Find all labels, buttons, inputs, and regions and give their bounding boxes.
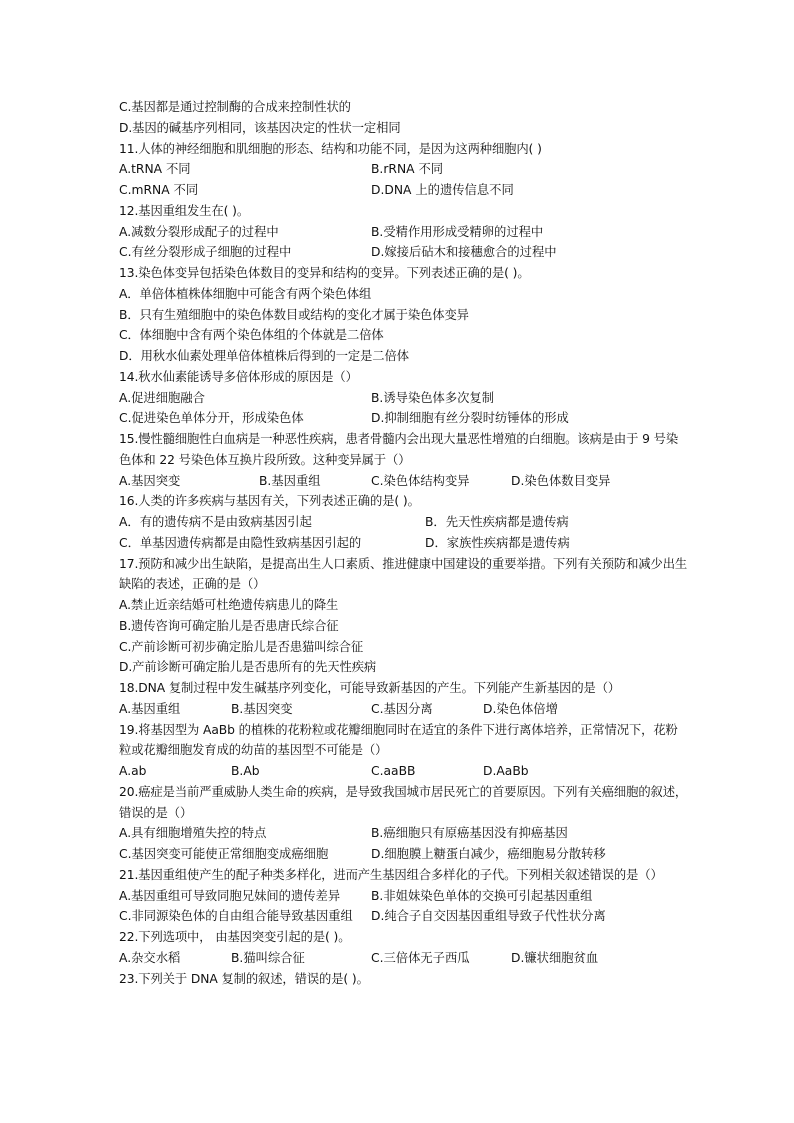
options-row bbox=[119, 886, 689, 907]
question-18: 18.DNA 复制过程中发生碱基序列变化，可能导致新基因的产生。下列能产生新基因的是（） bbox=[119, 681, 621, 695]
option-c: C.有丝分裂形成子细胞的过程中 bbox=[119, 245, 292, 260]
option-d: D.嫁接后砧木和接穗愈合的过程中 bbox=[371, 245, 557, 260]
exam-page bbox=[119, 97, 689, 989]
question-21: 21.基因重组使产生的配子种类多样化，进而产生基因组合多样化的子代。下列相关叙述错误的是（） bbox=[119, 867, 663, 882]
options-row bbox=[119, 512, 689, 533]
options-row bbox=[119, 906, 689, 927]
option-d: D.DNA 上的遗传信息不同 bbox=[371, 183, 514, 197]
options-row bbox=[119, 408, 689, 429]
options-row bbox=[119, 844, 689, 865]
option-c: C．体细胞中含有两个染色体组的个体就是二倍体 bbox=[119, 328, 384, 343]
option-b: B．先天性疾病都是遗传病 bbox=[425, 515, 569, 529]
option-c: C.产前诊断可初步确定胎儿是否患猫叫综合征 bbox=[119, 639, 364, 654]
question-12: 12.基因重组发生在( )。 bbox=[119, 203, 250, 218]
option-b: B.非姐妹染色单体的交换可引起基因重组 bbox=[371, 888, 593, 903]
option-d: D．家族性疾病都是遗传病 bbox=[425, 535, 570, 550]
options-row bbox=[119, 948, 689, 969]
question-16: 16.人类的许多疾病与基因有关，下列表述正确的是( )。 bbox=[119, 494, 420, 509]
question-19: 19.将基因型为 AaBb 的植株的花粉粒或花瓣细胞同时在适宜的条件下进行离体培养，正常情况下，花粉粒或花瓣细胞发育成的幼苗的基因型不可能是（） bbox=[119, 722, 678, 758]
question-20: 20.癌症是当前严重威胁人类生命的疾病，是导致我国城市居民死亡的首要原因。下列有关癌细胞的叙述，错误的是（） bbox=[119, 784, 688, 820]
question-11: 11.人体的神经细胞和肌细胞的形态、结构和功能不同，是因为这两种细胞内( ) bbox=[119, 141, 542, 156]
options-row bbox=[119, 180, 689, 201]
options-row bbox=[119, 533, 689, 554]
option-c: C.染色体结构变异 bbox=[371, 473, 470, 488]
option-a: A.基因重组 bbox=[119, 701, 181, 716]
options-row bbox=[119, 761, 689, 782]
options-row bbox=[119, 222, 689, 243]
option-b: B．只有生殖细胞中的染色体数目或结构的变化才属于染色体变异 bbox=[119, 307, 469, 322]
option-a: A．有的遗传病不是由致病基因引起 bbox=[119, 515, 312, 529]
options-row bbox=[119, 823, 689, 844]
option-b: B.Ab bbox=[231, 764, 260, 778]
option-c: C.mRNA 不同 bbox=[119, 183, 199, 197]
question-14: 14.秋水仙素能诱导多倍体形成的原因是（） bbox=[119, 369, 358, 384]
option-text: D.基因的碱基序列相同，该基因决定的性状一定相同 bbox=[119, 120, 401, 135]
option-b: B.诱导染色体多次复制 bbox=[371, 390, 495, 405]
option-a: A.基因重组可导致同胞兄妹间的遗传差异 bbox=[119, 888, 341, 903]
option-c: C.基因突变可能使正常细胞变成癌细胞 bbox=[119, 847, 329, 861]
question-13: 13.染色体变异包括染色体数目的变异和结构的变异。下列表述正确的是( )。 bbox=[119, 266, 530, 280]
option-a: A.具有细胞增殖失控的特点 bbox=[119, 826, 267, 841]
option-a: A.禁止近亲结婚可杜绝遗传病患儿的降生 bbox=[119, 598, 339, 612]
option-a: A.促进细胞融合 bbox=[119, 390, 205, 405]
option-d: D.镰状细胞贫血 bbox=[511, 950, 599, 965]
option-b: B.遗传咨询可确定胎儿是否患唐氏综合征 bbox=[119, 618, 339, 633]
option-text: C.基因都是通过控制酶的合成来控制性状的 bbox=[119, 100, 351, 114]
question-15: 15.慢性髓细胞性白血病是一种恶性疾病，患者骨髓内会出现大量恶性增殖的白细胞。该病是由于 9 号染色体和 22 号染色体互换片段所致。这种变异属于（） bbox=[119, 432, 679, 467]
options-row bbox=[119, 242, 689, 263]
options-row bbox=[119, 159, 689, 180]
option-d: D.纯合子自交因基因重组导致子代性状分离 bbox=[371, 909, 606, 924]
option-b: B.猫叫综合征 bbox=[231, 950, 305, 965]
option-d: D.AaBb bbox=[483, 764, 529, 778]
question-17: 17.预防和减少出生缺陷，是提高出生人口素质、推进健康中国建设的重要举措。下列有关预防和减少出生缺陷的表述，正确的是（） bbox=[119, 556, 688, 592]
option-d: D.细胞膜上糖蛋白减少，癌细胞易分散转移 bbox=[371, 847, 606, 861]
option-b: B.基因重组 bbox=[259, 473, 321, 488]
option-a: A.ab bbox=[119, 764, 147, 778]
option-a: A.杂交水稻 bbox=[119, 950, 181, 965]
options-row bbox=[119, 699, 689, 720]
option-a: A．单倍体植株体细胞中可能含有两个染色体组 bbox=[119, 286, 372, 301]
option-d: D.染色体数目变异 bbox=[511, 473, 611, 488]
question-22: 22.下列选项中， 由基因突变引起的是( )。 bbox=[119, 930, 351, 944]
option-a: A.基因突变 bbox=[119, 473, 181, 488]
option-c: C.aaBB bbox=[371, 764, 416, 778]
options-row bbox=[119, 388, 689, 409]
option-b: B.基因突变 bbox=[231, 701, 293, 716]
option-c: C.基因分离 bbox=[371, 701, 433, 716]
option-d: D.产前诊断可确定胎儿是否患所有的先天性疾病 bbox=[119, 660, 377, 675]
option-a: A.减数分裂形成配子的过程中 bbox=[119, 224, 279, 239]
option-a: A.tRNA 不同 bbox=[119, 162, 191, 177]
option-b: B.癌细胞只有原癌基因没有抑癌基因 bbox=[371, 826, 568, 841]
option-c: C.三倍体无子西瓜 bbox=[371, 950, 470, 965]
option-b: B.受精作用形成受精卵的过程中 bbox=[371, 224, 544, 239]
question-23: 23.下列关于 DNA 复制的叙述，错误的是( )。 bbox=[119, 971, 369, 986]
option-b: B.rRNA 不同 bbox=[371, 162, 444, 177]
option-c: C．单基因遗传病都是由隐性致病基因引起的 bbox=[119, 535, 362, 550]
options-row bbox=[119, 471, 689, 492]
option-d: D．用秋水仙素处理单倍体植株后得到的一定是二倍体 bbox=[119, 349, 409, 363]
option-c: C.促进染色单体分开，形成染色体 bbox=[119, 411, 304, 426]
option-d: D.染色体倍增 bbox=[483, 701, 558, 716]
option-c: C.非同源染色体的自由组合能导致基因重组 bbox=[119, 909, 353, 924]
option-d: D.抑制细胞有丝分裂时纺锤体的形成 bbox=[371, 411, 569, 426]
